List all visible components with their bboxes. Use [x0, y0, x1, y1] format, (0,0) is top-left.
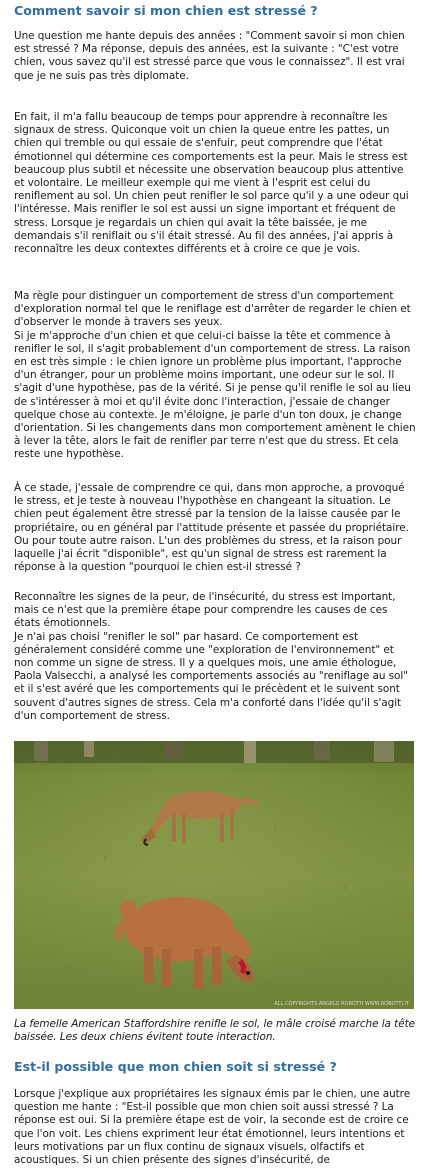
paragraph — [14, 290, 416, 462]
section-heading: Est-il possible que mon chien soit si stressé ? — [14, 1059, 337, 1074]
section-heading: Comment savoir si mon chien est stressé ? — [14, 3, 318, 18]
dog-photo — [14, 741, 414, 1009]
paragraph-text: Lorsque j'explique aux propriétaires les signaux émis par le chien, une autre question me hante : "Est-il possible que mon chien soit aussi stressé ? La réponse est oui. Si la première étape est de voir, la seconde est de croire ce que l'on voit. Les chiens expriment leur état émotionnel, leurs intentions et leurs motivations par un flux continu de signaux visuels, olfactifs et acoustiques. Si un chien présente des signes d'insécurité, de — [14, 1088, 411, 1167]
paragraph — [14, 1088, 416, 1167]
paragraph — [14, 482, 416, 574]
paragraph — [14, 591, 416, 723]
paragraph-text: Si je m'approche d'un chien et que celui-ci baisse la tête et commence à renifler le sol, il s'agit probablement d'un comportement de stress. La raison en est très simple : le chien ignore un problème plus important, l'approche d'un étranger, pour un problème moins important, une odeur sur le sol. Il s'agit d'une hypothèse, pas de la vérité. Si je pense qu'il renifle le sol au lieu de s'intéresser à moi et qu'il évite donc l'interaction, j'essaie de changer quelque chose au contexte. Je m'éloigne, je parle d'un ton doux, je change d'orientation. Si les changements dans mon comportement amènent le chien à lever la tête, alors le fait de renifler par terre n'est que du stress. Et cela reste une hypothèse. — [14, 329, 416, 461]
paragraph-text: Ma règle pour distinguer un comportement de stress d'un comportement d'exploration normal tel que le reniflage est d'arrêter de regarder le chien et d'observer le monde à travers ses yeux. — [14, 290, 411, 329]
paragraph — [14, 111, 416, 256]
paragraph-text: Une question me hante depuis des années : "Comment savoir si mon chien est stressé ? Ma réponse, depuis des années, est la suivante : "C'est votre chien, vous savez qu'il est stressé parce que vous le connaissez". Il est vrai que je ne suis pas très diplomate. — [14, 30, 405, 82]
paragraph-text: Je n'ai pas choisi "renifler le sol" par hasard. Ce comportement est généralement considéré comme une "exploration de l'environnement" et non comme un signe de stress. Il y a quelques mois, une amie éthologue, Paola Valsecchi, a analysé les comportements associés au "reniflage au sol" et il s'est avéré que les comportements qui le précèdent et le suivent sont souvent d'autres signes de stress. Cela m'a conforté dans l'idée qu'il s'agit d'un comportement de stress. — [14, 630, 408, 722]
paragraph-text: À ce stade, j'essaie de comprendre ce qui, dans mon approche, a provoqué le stress, et je teste à nouveau l'hypothèse en changeant la situation. Le chien peut également être stressé par la tension de la laisse causée par le propriétaire, ou en général par l'attitude présente et passée du propriétaire. Ou pour toute autre raison. L'un des problèmes du stress, et la raison pour laquelle j'ai écrit "disponible", est qu'un signal de stress est rarement la réponse à la question "pourquoi le chien est-il stressé ? — [14, 482, 409, 574]
paragraph — [14, 30, 416, 83]
photo-credit: ALL COPYRIGHTS ANGELO ROBOTTI WWW.ROBOTTI.IT — [274, 1001, 409, 1007]
photo-caption: La femelle American Staffordshire renifle le sol, le mâle croisé marche la tête baissée. Les deux chiens évitent toute interaction. — [14, 1018, 416, 1044]
paragraph-text: Reconnaître les signes de la peur, de l'insécurité, du stress est important, mais ce n'est que la première étape pour comprendre les causes de ces états émotionnels. — [14, 591, 396, 630]
paragraph-text: En fait, il m'a fallu beaucoup de temps pour apprendre à reconnaître les signaux de stress. Quiconque voit un chien la queue entre les pattes, un chien qui tremble ou qui essaie de s'enfuir, peut comprendre que l'état émotionnel qui détermine ces comportements est la peur. Mais le stress est beaucoup plus subtil et nécessite une observation beaucoup plus attentive et volontaire. Le meilleur exemple qui me vient à l'esprit est celui du reniflement au sol. Un chien peut renifler le sol parce qu'il y a une odeur qui l'intéresse. Mais renifler le sol est aussi un signe important et fréquent de stress. Lorsque je regardais un chien qui avait la tête baissée, je me demandais s'il reniflait ou s'il était stressé. Au fil des années, j'ai appris à reconnaître les deux contextes différents et à croire ce que je vois. — [14, 111, 409, 256]
